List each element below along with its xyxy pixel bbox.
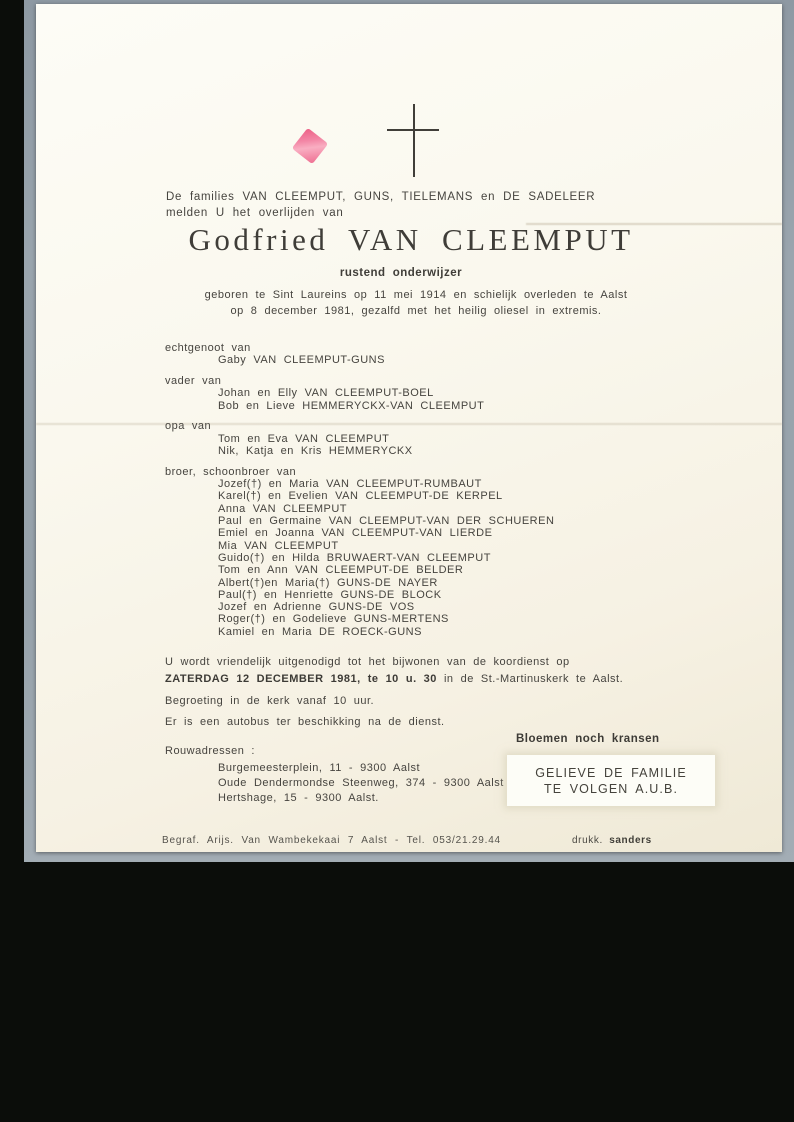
printer-credit — [572, 833, 652, 848]
family-name: Jozef en Adrienne GUNS-DE VOS — [218, 601, 415, 614]
mourning-addresses-label: Rouwadressen : — [165, 745, 255, 757]
no-flowers-note: Bloemen noch kransen — [516, 733, 660, 745]
mourning-addresses-list — [218, 761, 504, 807]
family-name: Kamiel en Maria DE ROECK-GUNS — [218, 625, 422, 638]
printer-name: sanders — [609, 835, 652, 846]
printer-label: drukk. — [572, 835, 603, 846]
family-section-children — [165, 375, 554, 412]
mourning-address: Burgemeesterplein, 11 - 9300 Aalst — [218, 762, 421, 774]
relation-label: echtgenoot van — [165, 342, 251, 354]
family-name: Albert(†)en Maria(†) GUNS-DE NAYER — [218, 576, 438, 589]
family-name: Guido(†) en Hilda BRUWAERT-VAN CLEEMPUT — [218, 551, 491, 564]
follow-family-line-2: TE VOLGEN A.U.B. — [543, 781, 679, 796]
invitation-line-2 — [165, 671, 623, 688]
relation-label: broer, schoonbroer van — [165, 465, 297, 478]
family-section-siblings — [165, 466, 554, 638]
follow-family-line-1: GELIEVE DE FAMILIE — [535, 766, 687, 780]
mourning-card — [36, 4, 782, 852]
relation-label: vader van — [165, 375, 222, 388]
cross-vertical-bar — [413, 104, 415, 177]
family-name: Jozef(†) en Maria VAN CLEEMPUT-RUMBAUT — [218, 478, 482, 491]
mourning-address: Hertshage, 15 - 9300 Aalst. — [218, 792, 379, 805]
family-section-grandchildren — [165, 420, 554, 457]
family-name: Nik, Katja en Kris HEMMERYCKX — [218, 445, 413, 458]
bus-note: Er is een autobus ter beschikking na de dienst. — [165, 716, 445, 728]
follow-family-slip — [507, 755, 715, 806]
undertaker-info: Begraf. Arijs. Van Wambekekaai 7 Aalst - Tel. 053/21.29.44 — [162, 835, 501, 846]
intro-line-1: De families VAN CLEEMPUT, GUNS, TIELEMANS en DE SADELEER — [166, 191, 596, 203]
family-relations-list — [165, 342, 554, 647]
family-section-spouse — [165, 342, 554, 367]
cross-horizontal-bar — [387, 129, 439, 131]
family-name: Tom en Ann VAN CLEEMPUT-DE BELDER — [218, 564, 464, 577]
family-name: Anna VAN CLEEMPUT — [218, 502, 348, 515]
family-name: Johan en Elly VAN CLEEMPUT-BOEL — [218, 387, 434, 400]
family-name: Bob en Lieve HEMMERYCKX-VAN CLEEMPUT — [218, 399, 485, 412]
cross-icon — [381, 101, 481, 183]
mourning-address: Oude Dendermondse Steenweg, 374 - 9300 Aalst — [218, 777, 504, 790]
intro-line-2: melden U het overlijden van — [166, 206, 344, 219]
family-name: Paul(†) en Henriette GUNS-DE BLOCK — [218, 588, 442, 601]
families-intro — [166, 190, 595, 221]
occupation: rustend onderwijzer — [339, 267, 463, 279]
life-line-1: geboren te Sint Laureins op 11 mei 1914 en schielijk overleden te Aalst — [204, 289, 628, 301]
family-name: Gaby VAN CLEEMPUT-GUNS — [218, 354, 385, 367]
pink-diamond-sticker — [292, 128, 328, 164]
family-name: Emiel en Joanna VAN CLEEMPUT-VAN LIERDE — [218, 527, 493, 540]
life-line-2: op 8 december 1981, gezalfd met het heilig oliesel in extremis. — [230, 305, 602, 317]
family-name: Tom en Eva VAN CLEEMPUT — [218, 432, 390, 445]
service-location: in de St.-Martinuskerk te Aalst. — [436, 672, 624, 685]
greeting-note: Begroeting in de kerk vanaf 10 uur. — [165, 695, 375, 707]
family-name: Karel(†) en Evelien VAN CLEEMPUT-DE KERPEL — [218, 490, 503, 503]
invitation-line-1: U wordt vriendelijk uitgenodigd tot het bijwonen van de koordienst op — [165, 656, 570, 668]
birth-death-dates — [91, 287, 741, 319]
family-name: Roger(†) en Godelieve GUNS-MERTENS — [218, 613, 449, 626]
deceased-name: Godfried VAN CLEEMPUT — [188, 222, 634, 257]
service-invitation — [165, 654, 623, 687]
service-date-time: ZATERDAG 12 DECEMBER 1981, te 10 u. 30 — [165, 672, 437, 685]
relation-label: opa van — [165, 420, 212, 433]
family-name: Paul en Germaine VAN CLEEMPUT-VAN DER SCHUEREN — [218, 515, 555, 528]
family-name: Mia VAN CLEEMPUT — [218, 539, 339, 552]
